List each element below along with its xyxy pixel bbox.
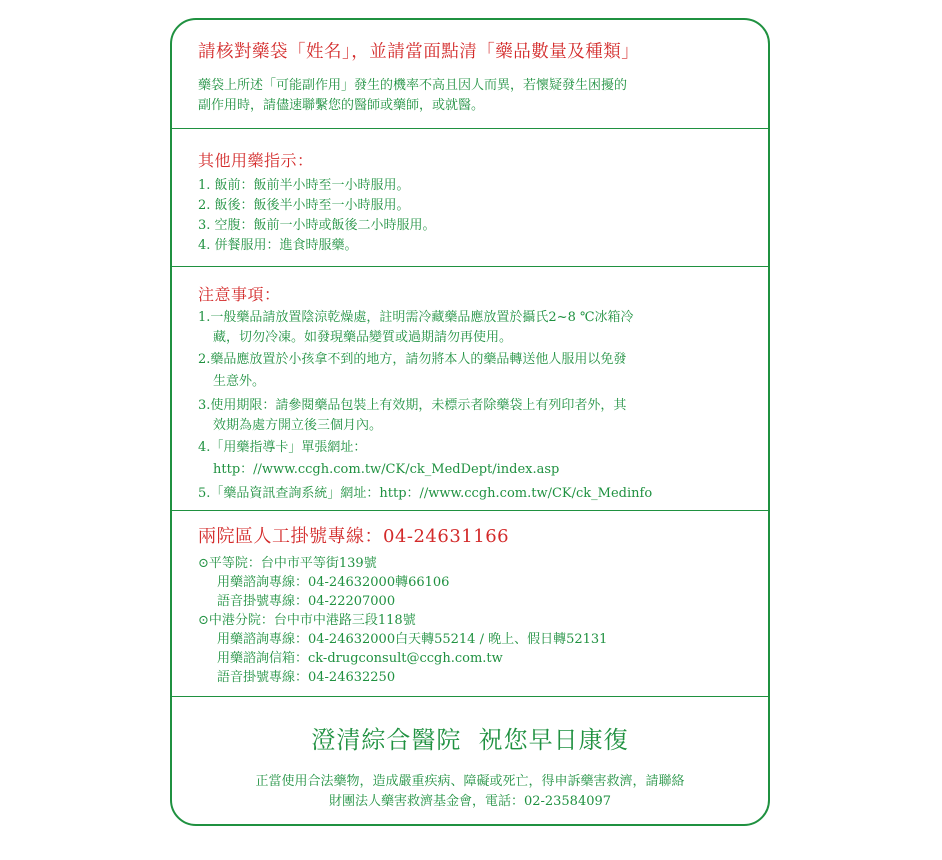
note-line: 藏，切勿冷凍。如發現藥品變質或過期請勿再使用。 [213, 330, 513, 345]
header-title: 請核對藥袋「姓名」，並請當面點清「藥品數量及種類」 [198, 42, 640, 62]
contact-line: 語音掛號專線：04-24632250 [217, 670, 396, 685]
instruction-item: 2. 飯後：飯後半小時至一小時服用。 [198, 198, 410, 213]
instruction-item: 4. 併餐服用：進食時服藥。 [198, 238, 358, 253]
note-line: 生意外。 [213, 374, 266, 389]
contact-line: ⊙平等院：台中市平等街139號 [198, 556, 377, 571]
hospital-slogan: 澄清綜合醫院 祝您早日康復 [311, 726, 629, 754]
notes-heading: 注意事項： [198, 285, 281, 304]
intro-line-1: 藥袋上所述「可能副作用」發生的機率不高且因人而異，若懷疑發生困擾的 [198, 78, 628, 93]
divider [172, 266, 768, 267]
note-line: 效期為處方開立後三個月內。 [213, 418, 383, 433]
registration-hotline-heading: 兩院區人工掛號專線：04-24631166 [198, 526, 510, 547]
contact-line: ⊙中港分院：台中市中港路三段118號 [198, 613, 416, 628]
divider [172, 128, 768, 129]
note-line: 1.一般藥品請放置陰涼乾燥處，註明需冷藏藥品應放置於攝氏2~8 ℃冰箱冷 [198, 310, 634, 325]
contact-line: 語音掛號專線：04-22207000 [217, 594, 396, 609]
drug-relief-line-1: 正當使用合法藥物，造成嚴重疾病、障礙或死亡，得申訴藥害救濟，請聯絡 [255, 774, 685, 789]
divider [172, 696, 768, 697]
note-line: 4.「用藥指導卡」單張網址： [198, 440, 367, 455]
note-line: 3.使用期限：請參閱藥品包裝上有效期，未標示者除藥袋上有列印者外，其 [198, 398, 627, 413]
instructions-heading: 其他用藥指示： [198, 151, 314, 170]
contact-email[interactable]: 用藥諮詢信箱：ck-drugconsult@ccgh.com.tw [217, 651, 503, 666]
contact-line: 用藥諮詢專線：04-24632000轉66106 [217, 575, 450, 590]
instruction-item: 1. 飯前：飯前半小時至一小時服用。 [198, 178, 410, 193]
medication-info-card [170, 18, 770, 826]
url-medication-guide-card[interactable]: http：//www.ccgh.com.tw/CK/ck_MedDept/index.asp [213, 462, 560, 477]
intro-line-2: 副作用時，請儘速聯繫您的醫師或藥師，或就醫。 [198, 98, 485, 113]
note-line: 2.藥品應放置於小孩拿不到的地方，請勿將本人的藥品轉送他人服用以免發 [198, 352, 627, 367]
contact-line: 用藥諮詢專線：04-24632000白天轉55214 / 晚上、假日轉52131 [217, 632, 608, 647]
instruction-item: 3. 空腹：飯前一小時或飯後二小時服用。 [198, 218, 436, 233]
divider [172, 510, 768, 511]
drug-relief-line-2: 財團法人藥害救濟基金會，電話：02-23584097 [328, 794, 612, 809]
note-line: 5.「藥品資訊查詢系統」網址：http：//www.ccgh.com.tw/CK/ck_Medinfo [198, 486, 653, 501]
